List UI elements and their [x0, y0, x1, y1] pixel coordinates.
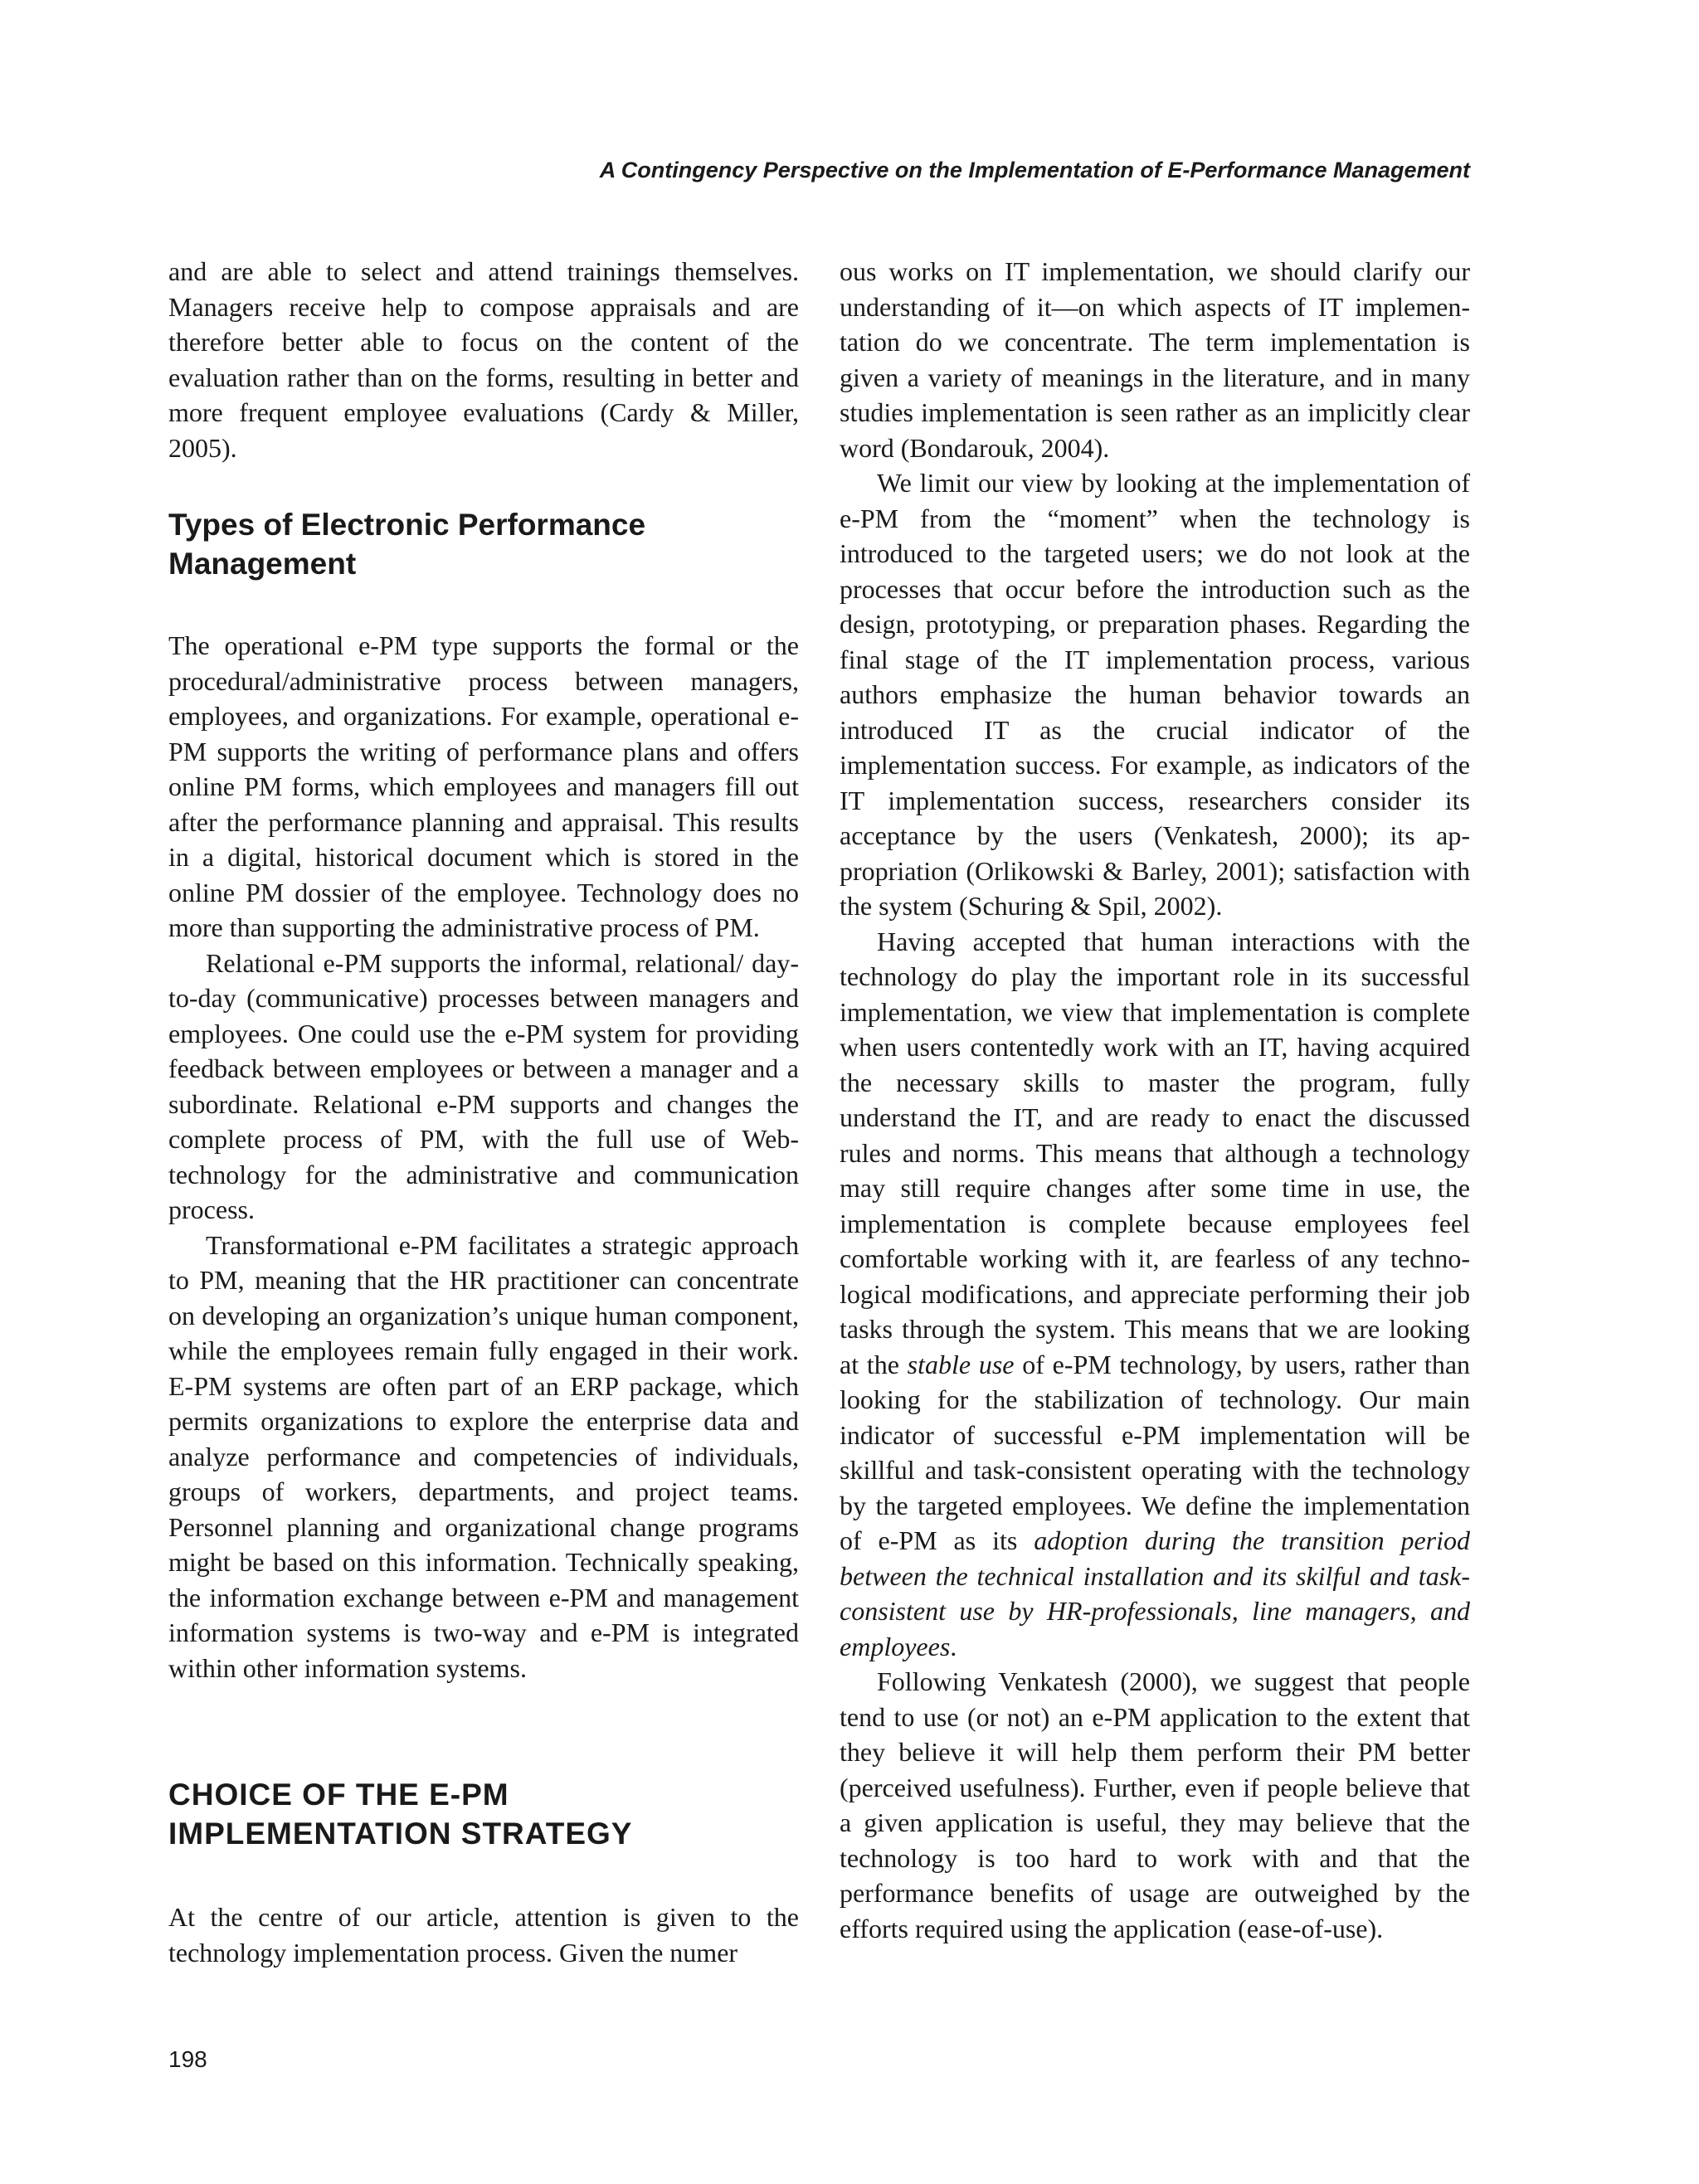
paragraph-transformational-epm: Transformational e-PM facilitates a strategic approach to PM, meaning that the HR practitioner can concentrate on developing an organization’s unique human component, while the employees remain fully engaged in their work. E-PM systems are often part of an ERP package, which permits organizations to explore the enterprise data and analyze performance and competencies of individuals, groups of workers, departments, and project teams. Personnel planning and organizational change programs might be based on this information. Technically speaking, the information exchange between e-PM and management information systems is two-way and e-PM is integrated within other information systems. [168, 1229, 799, 1683]
left-column [168, 254, 799, 1970]
paragraph-accepted-interactions [840, 924, 1470, 1665]
section-heading-types-line2: Management [168, 547, 357, 581]
paragraph-following-venkatesh: Following Venkatesh (2000), we suggest that people tend to use (or not) an e-PM application to the extent that they believe it will help them perform their PM better (perceived usefulness). Further, even if people believe that a given application is useful, they may believe that the technology is too hard to work with and that the performance benefits of usage are outweighed by the efforts required using the application (ease-of-use). [840, 1666, 1470, 1943]
page-number: 198 [168, 2046, 207, 2072]
section-heading-types [168, 505, 799, 583]
accepted-emphasis-stable-use: stable use [907, 1349, 1015, 1379]
paragraph-intro: and are able to select and attend trainings themselves. Managers receive help to compose appraisals and are therefore better able to focus on the content of the evaluation rather than on the forms, resulting in better and more frequent employee evaluations (Cardy & Miller, 2005). [168, 256, 799, 463]
accepted-text-part1: Having accepted that human interactions with the technology do play the important role in its successful implementation, we view that implementation is complete when users contentedly work with an IT, having acquired the necessary skills to master the program, fully understand the IT, and are ready to enact the discussed rules and norms. This means that although a technology may still require changes after some time in use, the implementation is complete because employees feel comfortable working with it, are fearless of any technological modifications, and appreciate performing their job tasks through the system. This means that we are looking at the [840, 926, 1470, 1379]
chapter-heading-choice-line2: IMPLEMENTATION STRATEGY [168, 1817, 633, 1851]
chapter-heading-choice [168, 1775, 799, 1853]
paragraph-centre-of-article: At the centre of our article, attention is given to the technology implementation process. Given the numer [168, 1902, 799, 1968]
running-header: A Contingency Perspective on the Implementation of E-Performance Management [599, 158, 1470, 182]
accepted-emphasis-definition: adoption during the transition period between the technical installation and its skilful and task-consistent use by HR-professionals, line managers, and employees [840, 1525, 1471, 1661]
accepted-text-part3: . [950, 1631, 957, 1661]
right-column [840, 254, 1470, 1946]
accepted-text-part2: of e-PM technology, by users, rather than looking for the stabilization of technology. Our main indicator of successful e-PM implementation will be skillful and task-consistent operating with the technology by the targeted employees. We define the implementation of e-PM as its [840, 1349, 1471, 1555]
paragraph-operational-epm: The operational e-PM type supports the formal or the procedural/administrative process between managers, employees, and organizations. For example, operational e-PM supports the writing of performance plans and offers online PM forms, which employees and managers fill out after the performance planning and appraisal. This results in a digital, historical document which is stored in the online PM dossier of the employee. Technology does no more than supporting the administrative process of PM. [168, 630, 799, 942]
section-heading-types-line1: Types of Electronic Performance [168, 508, 646, 542]
paragraph-relational-epm: Relational e-PM supports the informal, relational/ day-to-day (communicative) processes between managers and employees. One could use the e-PM system for providing feedback between employees or between a manager and a subordinate. Relational e-PM supports and changes the complete process of PM, with the full use of Web-technology for the administrative and communication process. [168, 947, 799, 1224]
chapter-heading-choice-line1: CHOICE OF THE E-PM [168, 1778, 509, 1812]
paragraph-limit-view: We limit our view by looking at the implementation of e-PM from the “moment” when the technology is introduced to the targeted users; we do not look at the processes that occur before the introduction such as the design, prototyping, or preparation phases. Regarding the final stage of the IT implementation process, various authors emphasize the human behavior towards an introduced IT as the crucial indicator of the implementation success. For example, as indicators of the IT implementation success, researchers consider its acceptance by the users (Venkatesh, 2000); its appropriation (Orlikowski & Barley, 2001); satisfaction with the system (Schuring & Spil, 2002). [840, 468, 1470, 921]
paragraph-continued: ous works on IT implementation, we should clarify our understanding of it—on which aspects of IT implementation do we concentrate. The term implementation is given a variety of meanings in the literature, and in many studies implementation is seen rather as an implicitly clear word (Bondarouk, 2004). [840, 256, 1470, 463]
